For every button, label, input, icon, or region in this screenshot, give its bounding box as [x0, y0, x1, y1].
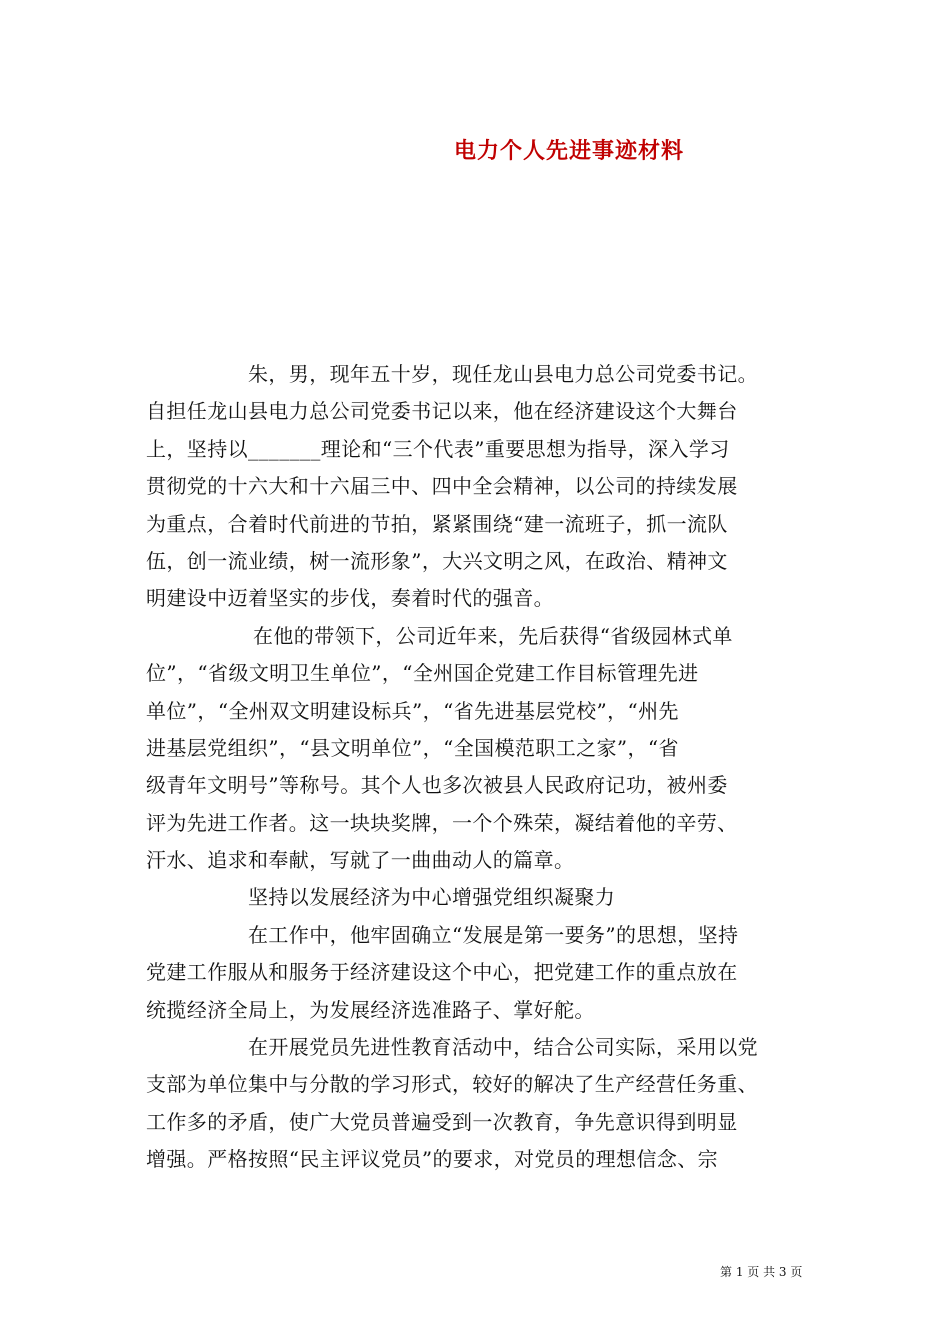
- paragraph-line: 汗水、追求和奉献，写就了一曲曲动人的篇章。: [146, 848, 575, 873]
- paragraph-line: 朱，男，现年五十岁，现任龙山县电力总公司党委书记。: [248, 362, 758, 386]
- paragraph-line: 自担任龙山县电力总公司党委书记以来，他在经济建设这个大舞台: [146, 399, 738, 424]
- paragraph-line: 贯彻党的十六大和十六届三中、四中全会精神，以公司的持续发展: [146, 474, 738, 499]
- paragraph-line: 评为先进工作者。这一块块奖牌，一个个殊荣，凝结着他的辛劳、: [146, 810, 738, 835]
- paragraph-line: 位”，“省级文明卫生单位”，“全州国企党建工作目标管理先进: [146, 661, 699, 686]
- paragraph-line: 工作多的矛盾，使广大党员普遍受到一次教育，争先意识得到明显: [146, 1109, 738, 1134]
- paragraph-line: 党建工作服从和服务于经济建设这个中心，把党建工作的重点放在: [146, 960, 738, 985]
- paragraph-line: 单位”，“全州双文明建设标兵”，“省先进基层党校”，“州先: [146, 698, 679, 723]
- paragraph-line: 在他的带领下，公司近年来，先后获得“省级园林式单: [253, 623, 733, 648]
- paragraph-line: 伍，创一流业绩，树一流形象”，大兴文明之风，在政治、精神文: [146, 548, 728, 573]
- section-heading: 坚持以发展经济为中心增强党组织凝聚力: [248, 885, 616, 910]
- paragraph-line: 在开展党员先进性教育活动中，结合公司实际，采用以党: [248, 1035, 758, 1060]
- paragraph-line: 级青年文明号”等称号。其个人也多次被县人民政府记功，被州委: [146, 773, 728, 798]
- document-body: [146, 356, 810, 1179]
- paragraph-line: 增强。严格按照“民主评议党员”的要求，对党员的理想信念、宗: [146, 1147, 719, 1172]
- paragraph-line: 进基层党组织”，“县文明单位”，“全国模范职工之家”，“省: [146, 735, 679, 760]
- paragraph-line: 为重点，合着时代前进的节拍，紧紧围绕“建一流班子，抓一流队: [146, 511, 728, 536]
- paragraph-line: 上，坚持以_______理论和“三个代表”重要思想为指导，深入学习: [146, 436, 730, 461]
- document-title: 电力个人先进事迹材料: [454, 138, 685, 164]
- paragraph-line: 统揽经济全局上，为发展经济选准路子、掌好舵。: [146, 997, 595, 1022]
- page-number: 第 1 页 共 3 页: [720, 1265, 803, 1279]
- paragraph-line: 明建设中迈着坚实的步伐，奏着时代的强音。: [146, 586, 554, 611]
- paragraph-line: 在工作中，他牢固确立“发展是第一要务”的思想，坚持: [248, 922, 739, 947]
- paragraph-line: 支部为单位集中与分散的学习形式，较好的解决了生产经营任务重、: [146, 1072, 758, 1097]
